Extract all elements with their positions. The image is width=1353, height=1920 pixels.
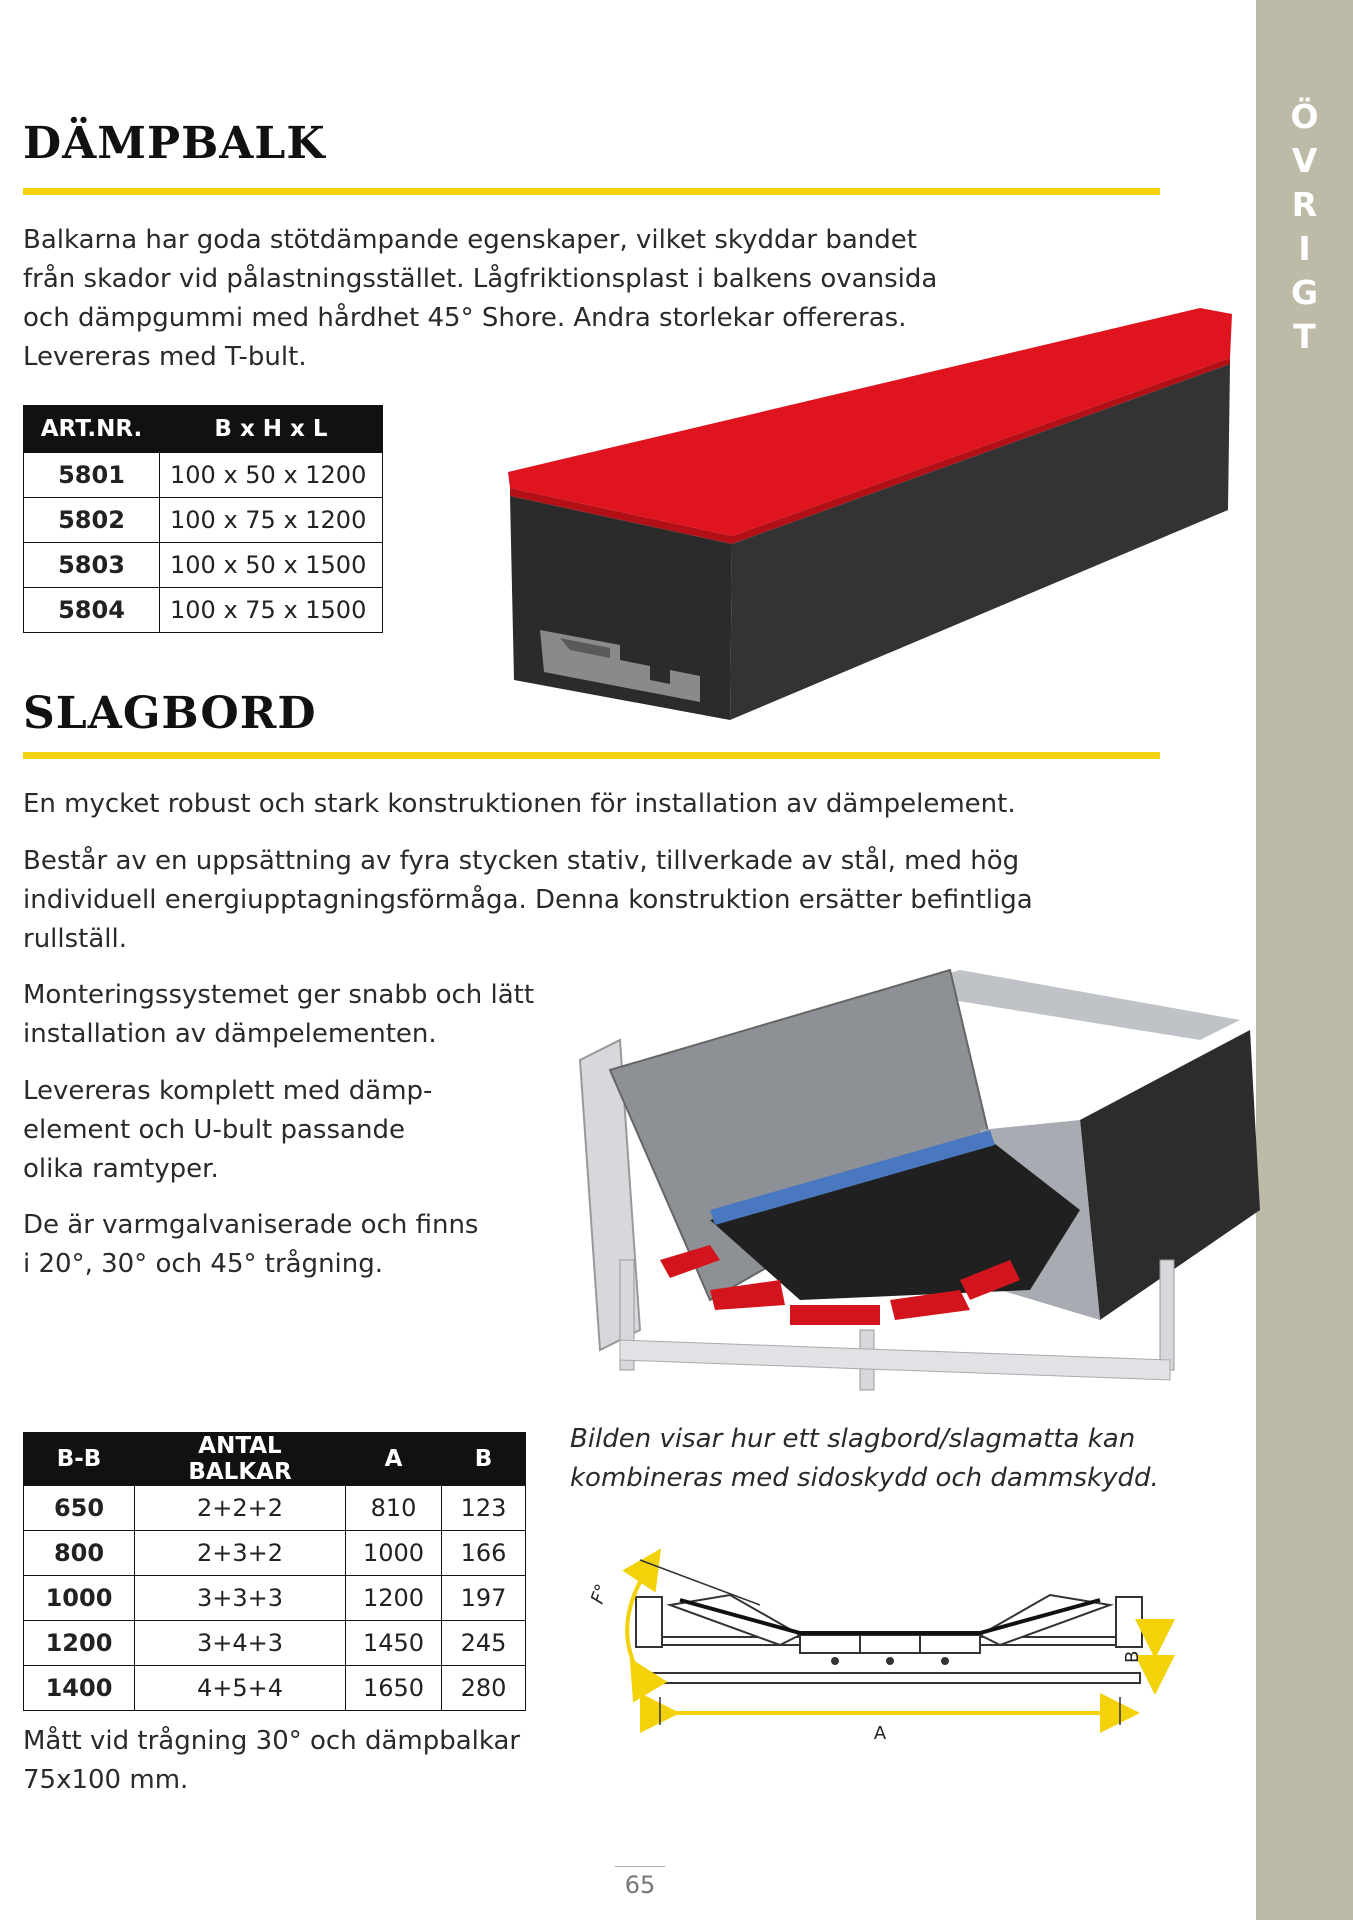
paragraph-line: De är varmgalvaniserade och finns — [23, 1210, 479, 1240]
paragraph-line: En mycket robust och stark konstruktionen för installation av dämpelement. — [23, 789, 1016, 819]
column-header: B-B — [24, 1433, 135, 1486]
description-line: och dämpgummi med hårdhet 45° Shore. Andra storlekar offereras. — [23, 303, 907, 333]
slagbord-paragraph-4 — [23, 1072, 432, 1189]
dimension-cell: 100 x 50 x 1500 — [160, 543, 383, 588]
note-line: Mått vid trågning 30° och dämpbalkar — [23, 1726, 521, 1756]
art-nr-cell: 5801 — [24, 453, 160, 498]
antal-cell: 2+3+2 — [135, 1531, 346, 1576]
width-label: A — [873, 1723, 887, 1744]
dimension-cell: 100 x 75 x 1200 — [160, 498, 383, 543]
a-cell: 1450 — [346, 1621, 442, 1666]
paragraph-line: individuell energiupptagningsförmåga. Denna konstruktion ersätter befintliga — [23, 885, 1033, 915]
table-row — [24, 453, 383, 498]
antal-cell: 2+2+2 — [135, 1486, 346, 1531]
a-cell: 810 — [346, 1486, 442, 1531]
column-header: B — [442, 1433, 526, 1486]
damping-beam-image — [500, 300, 1240, 730]
page-number: 65 — [615, 1866, 665, 1899]
art-nr-cell: 5802 — [24, 498, 160, 543]
bb-cell: 800 — [24, 1531, 135, 1576]
paragraph-line: Levereras komplett med dämp- — [23, 1076, 433, 1106]
b-cell: 166 — [442, 1531, 526, 1576]
b-cell: 280 — [442, 1666, 526, 1711]
sidebar-letter: I — [1298, 229, 1311, 268]
table-row — [24, 1486, 526, 1531]
caption-line: kombineras med sidoskydd och dammskydd. — [570, 1463, 1159, 1493]
sidebar-letter: V — [1291, 141, 1318, 180]
bb-cell: 1400 — [24, 1666, 135, 1711]
b-cell: 245 — [442, 1621, 526, 1666]
dampbalk-title: DÄMPBALK — [23, 118, 326, 169]
bb-cell: 1200 — [24, 1621, 135, 1666]
table-row — [24, 1621, 526, 1666]
bb-cell: 650 — [24, 1486, 135, 1531]
column-header: ANTAL BALKAR — [135, 1433, 346, 1486]
column-header: A — [346, 1433, 442, 1486]
column-header: ART.NR. — [24, 406, 160, 453]
a-cell: 1000 — [346, 1531, 442, 1576]
table-row — [24, 543, 383, 588]
angle-label: F° — [586, 1581, 614, 1607]
description-line: Levereras med T-bult. — [23, 342, 307, 372]
art-nr-cell: 5804 — [24, 588, 160, 633]
a-cell: 1650 — [346, 1666, 442, 1711]
note-line: 75x100 mm. — [23, 1765, 189, 1795]
a-cell: 1200 — [346, 1576, 442, 1621]
bb-cell: 1000 — [24, 1576, 135, 1621]
slagbord-paragraph-2 — [23, 842, 1033, 959]
b-cell: 197 — [442, 1576, 526, 1621]
paragraph-line: i 20°, 30° och 45° trågning. — [23, 1249, 384, 1279]
slagbord-rule — [23, 752, 1160, 759]
dimension-cell: 100 x 75 x 1500 — [160, 588, 383, 633]
antal-cell: 4+5+4 — [135, 1666, 346, 1711]
sidebar-label — [1256, 95, 1353, 359]
image-caption — [570, 1420, 1170, 1498]
sidebar-letter: Ö — [1290, 97, 1319, 136]
impact-bed-image — [560, 960, 1260, 1400]
paragraph-line: element och U-bult passande — [23, 1115, 405, 1145]
caption-line: Bilden visar hur ett slagbord/slagmatta kan — [570, 1424, 1136, 1454]
table-row — [24, 1576, 526, 1621]
sidebar-letter: T — [1293, 317, 1316, 356]
antal-cell: 3+3+3 — [135, 1576, 346, 1621]
b-cell: 123 — [442, 1486, 526, 1531]
column-header: B x H x L — [160, 406, 383, 453]
dampbalk-table — [23, 405, 383, 633]
paragraph-line: Består av en uppsättning av fyra stycken stativ, tillverkade av stål, med hög — [23, 846, 1020, 876]
sidebar-letter: G — [1290, 273, 1319, 312]
sidebar-tab — [1256, 0, 1353, 1920]
sidebar-letter: R — [1291, 185, 1318, 224]
dampbalk-rule — [23, 188, 1160, 195]
paragraph-line: Monteringssystemet ger snabb och lätt — [23, 980, 535, 1010]
paragraph-line: installation av dämpelementen. — [23, 1019, 437, 1049]
dimension-cell: 100 x 50 x 1200 — [160, 453, 383, 498]
slagbord-table — [23, 1432, 526, 1711]
description-line: från skador vid pålastningsstället. Lågfriktionsplast i balkens ovansida — [23, 264, 938, 294]
art-nr-cell: 5803 — [24, 543, 160, 588]
slagbord-title: SLAGBORD — [23, 688, 317, 739]
antal-cell: 3+4+3 — [135, 1621, 346, 1666]
table-row — [24, 1666, 526, 1711]
table-row — [24, 1531, 526, 1576]
measurement-note — [23, 1722, 543, 1800]
dimension-diagram — [580, 1535, 1180, 1765]
slagbord-paragraph-1 — [23, 785, 1016, 824]
paragraph-line: rullställ. — [23, 924, 127, 954]
paragraph-line: olika ramtyper. — [23, 1154, 219, 1184]
description-line: Balkarna har goda stötdämpande egenskaper, vilket skyddar bandet — [23, 225, 917, 255]
table-row — [24, 588, 383, 633]
slagbord-paragraph-5 — [23, 1206, 478, 1284]
slagbord-paragraph-3 — [23, 976, 534, 1054]
height-label: B — [1122, 1650, 1143, 1663]
table-row — [24, 498, 383, 543]
